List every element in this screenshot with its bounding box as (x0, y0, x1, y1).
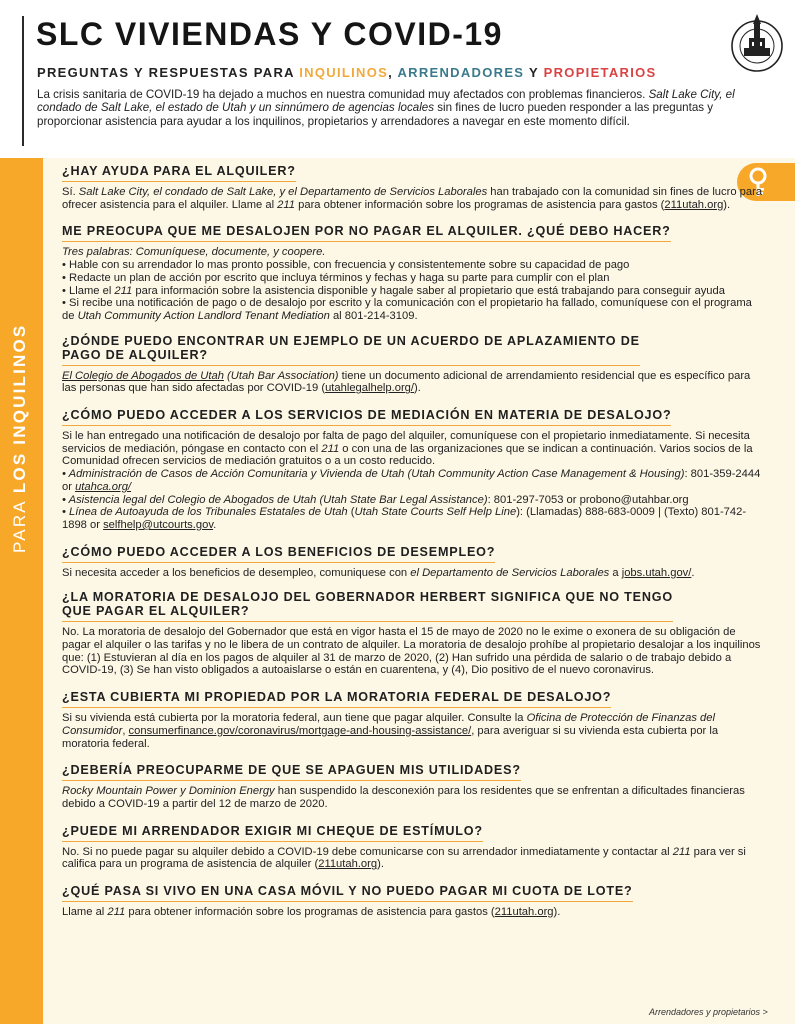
question-heading: ¿HAY AYUDA PARA EL ALQUILER? (62, 164, 296, 182)
answer-span: o con una de las organizaciones que se indican a continuación. Varios socios de la Comunidad ofrecen servicios de mediación gratuitos o a un costo reducido. (62, 442, 753, 468)
header-divider (22, 16, 24, 146)
intro-paragraph (37, 88, 772, 128)
faq-stimulus-check (62, 822, 767, 871)
answer-bullet (62, 494, 767, 507)
question-heading (62, 590, 673, 622)
question-heading: ¿ESTA CUBIERTA MI PROPIEDAD POR LA MORATORIA FEDERAL DE DESALOJO? (62, 690, 611, 708)
question-heading (62, 334, 640, 366)
link-jobs-utah[interactable]: jobs.utah.gov/ (621, 566, 692, 579)
faq-content (62, 162, 767, 930)
question-line: ¿DÓNDE PUEDO ENCONTRAR UN EJEMPLO DE UN ACUERDO DE APLAZAMIENTO DE (62, 333, 640, 348)
faq-deferral-agreement (62, 334, 767, 395)
answer-span: han trabajado con la comunidad sin fines de lucro para ofrecer asistencia para el alquiler. Llame al (62, 186, 763, 211)
answer-span: ). (414, 382, 421, 395)
answer-emphasis: Oficina de Protección de Finanzas del Consumidor (62, 712, 715, 737)
answer-span: para obtener información sobre los programas de asistencia para gastos ( (125, 906, 495, 919)
answer-emphasis: 211 (107, 906, 126, 919)
answer-bullet: • Hable con su arrendador lo mas pronto possible, con frecuencia y consistentemente sobre su capacidad de pago (62, 259, 630, 272)
answer-span: a (609, 566, 622, 579)
answer-span: para obtener información sobre los programas de asistencia para gastos ( (295, 198, 665, 211)
faq-governor-moratorium (62, 590, 767, 677)
document-header (0, 0, 795, 158)
question-heading: ¿QUÉ PASA SI VIVO EN UNA CASA MÓVIL Y NO PUEDO PAGAR MI CUOTA DE LOTE? (62, 884, 633, 902)
answer-emphasis: Rocky Mountain Power y Dominion Energy (62, 785, 275, 798)
answer-emphasis: • Línea de Autoayuda de los Tribunales Estatales de Utah (62, 506, 348, 519)
answer-emphasis: 211 (114, 284, 133, 297)
link-selfhelp-email[interactable]: selfhelp@utcourts.gov (103, 518, 214, 531)
answer-text (62, 846, 767, 871)
answer-span: ). (377, 858, 384, 871)
answer-emphasis: 211 (277, 198, 296, 211)
answer-span: , para averiguar si su vivienda esta cubierta por la moratoria federal. (62, 724, 719, 750)
answer-bullet (62, 506, 767, 531)
link-utahca[interactable]: utahca.org/ (75, 480, 132, 493)
answer-span: Si necesita acceder a los beneficios de desempleo, comuniquese con (62, 566, 411, 579)
subtitle-arrendadores: ARRENDADORES (397, 65, 525, 80)
answer-span: : 801-297-7053 or probono@utahbar.org (487, 493, 689, 506)
answer-text (62, 906, 767, 919)
question-line: QUE PAGAR EL ALQUILER? (62, 604, 250, 619)
answer-emphasis: el Departamento de Servicios Laborales (410, 566, 610, 579)
question-heading: ¿CÓMO PUEDO ACCEDER A LOS SERVICIOS DE MEDIACIÓN EN MATERIA DE DESALOJO? (62, 408, 671, 426)
answer-emphasis: • Asistencia legal del Colegio de Abogados de Utah (Utah State Bar Legal Assistance) (62, 493, 488, 506)
faq-federal-moratorium (62, 688, 767, 750)
subtitle-y: Y (524, 65, 544, 80)
question-heading: ¿DEBERÍA PREOCUPARME DE QUE SE APAGUEN MIS UTILIDADES? (62, 763, 521, 781)
answer-intro (62, 246, 767, 259)
answer-span: ). (723, 198, 731, 211)
question-heading: ¿PUEDE MI ARRENDADOR EXIGIR MI CHEQUE DE ESTÍMULO? (62, 824, 483, 842)
faq-rent-assistance (62, 162, 767, 211)
link-utah-bar[interactable]: El Colegio de Abogados de Utah (62, 369, 224, 382)
answer-span: , (122, 724, 129, 737)
answer-span: . (213, 518, 217, 531)
answer-span: tiene un documento adicional de arrendamiento residencial que es específico para las personas que han sido afectadas por COVID-19 ( (62, 369, 751, 395)
answer-emphasis: Tres palabras: Comuníquese, documente, y coopere. (62, 246, 326, 259)
question-heading: ¿CÓMO PUEDO ACCEDER A LOS BENEFICIOS DE DESEMPLEO? (62, 545, 495, 563)
sidebar-label-inquilinos: LOS INQUILINOS (10, 323, 29, 494)
answer-span: Si su vivienda está cubierta por la moratoria federal, aun tiene que pagar alquiler. Consulte la (62, 712, 527, 725)
answer-emphasis: Utah Community Action Landlord Tenant Mediation (77, 309, 330, 322)
faq-mobile-home (62, 882, 767, 919)
answer-text (62, 186, 767, 211)
answer-span: Sí. (62, 186, 79, 198)
answer-text (62, 370, 767, 395)
answer-text (62, 567, 767, 580)
subtitle-comma: , (388, 65, 398, 80)
sidebar-label-para: PARA (10, 493, 29, 553)
question-heading: ME PREOCUPA QUE ME DESALOJEN POR NO PAGAR EL ALQUILER. ¿QUÉ DEBO HACER? (62, 224, 671, 242)
answer-span: para información sobre la asistencia disponible y hagale saber al propietario que está trabajando para conseguir ayuda (132, 284, 725, 297)
intro-agencies: Salt Lake City, el condado de Salt Lake, el estado de Utah y un sinnúmero de agencias locales (37, 88, 735, 115)
answer-bullet (62, 285, 767, 298)
answer-span: No. Si no puede pagar su alquiler debido a COVID-19 debe comunicarse con su arrendador inmediatamente y contactar al (62, 845, 673, 858)
answer-text (62, 712, 767, 750)
answer-span: al 801-214-3109. (329, 309, 418, 322)
answer-emphasis: 211 (672, 845, 691, 858)
answer-emphasis: Salt Lake City, el condado de Salt Lake, y el Departamento de Servicios Laborales (78, 186, 488, 198)
subtitle-inquilinos: INQUILINOS (299, 65, 389, 80)
answer-span: ): (Llamadas) 888-683-0009 | (Texto) 801-742-1898 or (62, 506, 747, 531)
answer-span: • Llame el (62, 284, 115, 297)
subtitle-propietarios: PROPIETARIOS (543, 65, 657, 80)
next-page-link[interactable]: Arrendadores y propietarios > (649, 1007, 768, 1017)
answer-emphasis: 211 (321, 442, 340, 455)
answer-bullet (62, 297, 767, 322)
answer-text: No. La moratoria de desalojo del Gobernador que está en vigor hasta el 15 de mayo de 2020 no le exime o exonera de su obligación de pagar el alquiler o las tarifas y no le libera de un contrato de alquiler. La moratoria de desalojo prohíbe al propietario desalojar a los inquilinos que: (1) Estuvieran al día en los pagos de alquiler al 31 de marzo de 2020, (2) Han sufrido una pérdida de salario o de trabajo debido a COVID-19, (3) Se han visto obligados a autoaislarse o están en cuarentena, y (4), Dio positivo de el nuevo coronavirus. (62, 626, 761, 677)
answer-span: ). (553, 906, 561, 919)
answer-emphasis: (Utah Bar Association) (223, 369, 339, 382)
answer-span: : 801-359-2444 or (62, 468, 761, 493)
answer-text (62, 430, 767, 468)
answer-text (62, 785, 767, 810)
answer-span: ( (347, 506, 355, 519)
link-211utah[interactable]: 211utah.org (494, 906, 554, 919)
tenant-sidebar (0, 158, 43, 1024)
link-211utah[interactable]: 211utah.org (664, 198, 724, 211)
faq-utilities (62, 761, 767, 810)
faq-unemployment (62, 543, 767, 580)
sidebar-label (10, 324, 30, 553)
answer-span: Si le han entregado una notificación de desalojo por falta de pago del alquiler, comuníquese con el propietario inmediatamente. Si necesita servicios de mediación, póngase en contacto con el (62, 430, 750, 455)
page-title: SLC VIVIENDAS Y COVID-19 (36, 16, 503, 52)
answer-emphasis: • Administración de Casos de Acción Comunitaria y Vivienda de Utah (Utah Community Action Case Management & Housing) (62, 468, 685, 481)
city-seal-icon (730, 12, 784, 74)
faq-eviction-worry (62, 222, 767, 322)
answer-span: • Si recibe una notificación de pago o de desalojo por escrito y la comunicación con el propietario ha fallado, comuníquese con el programa de (62, 297, 752, 322)
question-line: PAGO DE ALQUILER? (62, 347, 208, 362)
link-211utah[interactable]: 211utah.org (318, 858, 378, 871)
answer-span: . (691, 566, 695, 579)
link-consumerfinance[interactable]: consumerfinance.gov/coronavirus/mortgage-and-housing-assistance/ (128, 724, 472, 737)
intro-text-end: sin fines de lucro pueden responder a las preguntas y proporcionar asistencia para ayudar a los inquilinos, propietarios y arrendadores a navegar en este momento difícil. (37, 101, 714, 128)
intro-text: La crisis sanitaria de COVID-19 ha dejado a muchos en nuestra comunidad muy afectados con problemas financieros. (37, 88, 649, 101)
answer-bullet (62, 468, 767, 493)
faq-mediation (62, 406, 767, 532)
answer-span: han suspendido la desconexión para los residentes que se enfrentan a dificultades financieras debido a COVID-19 a partir del 12 de marzo de 2020. (62, 785, 745, 810)
answer-emphasis: Utah State Courts Self Help Line (354, 506, 517, 519)
link-utahlegalhelp[interactable]: utahlegalhelp.org/ (325, 382, 415, 395)
answer-span: Llame al (62, 906, 108, 919)
answer-bullet: • Redacte un plan de acción por escrito que incluya términos y fechas y haga su parte para cumplir con el plan (62, 271, 610, 284)
page-subtitle (37, 65, 657, 80)
subtitle-prefix: PREGUNTAS Y RESPUESTAS PARA (37, 65, 300, 80)
answer-span: para ver si califica para un programa de asistencia de alquiler ( (62, 845, 746, 871)
question-line: ¿LA MORATORIA DE DESALOJO DEL GOBERNADOR HERBERT SIGNIFICA QUE NO TENGO (62, 590, 673, 605)
